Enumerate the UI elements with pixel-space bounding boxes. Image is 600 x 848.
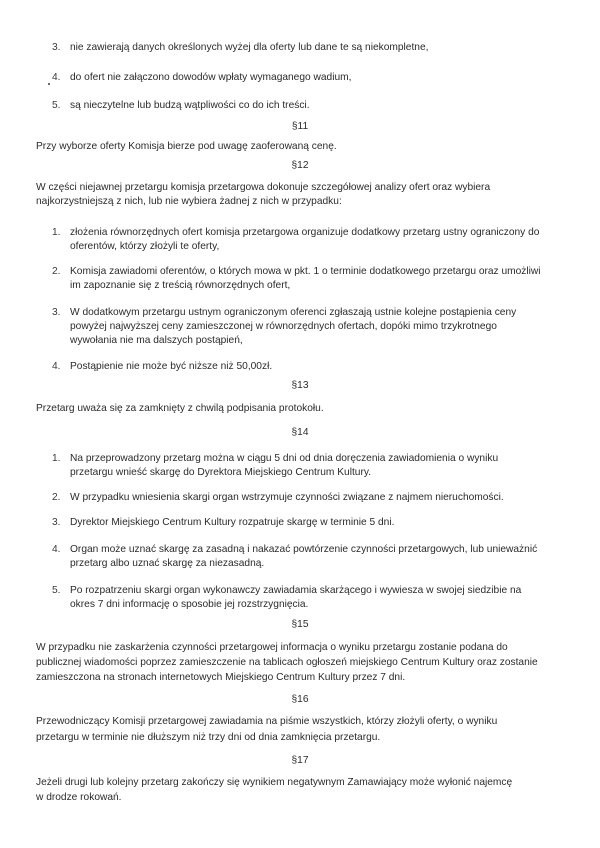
section-heading-15: §15	[291, 619, 309, 630]
section-heading-16: §16	[291, 694, 309, 705]
list-item-text: Na przeprowadzony przetarg można w ciągu 5 dni od dnia doręczenia zawiadomienia o wyniku	[70, 453, 499, 464]
list-number: 2.	[52, 266, 61, 277]
section-heading-13: §13	[291, 380, 309, 391]
list-item-text: powyżej najwyższej ceny zamieszczonej w równorzędnych ofertach, dopóki mimo trzykrotnego	[70, 321, 497, 332]
section-15-line: zamieszczona na stronach internetowych Miejskiego Centrum Kultury przez 7 dni.	[36, 672, 406, 683]
list-number: 4.	[52, 72, 61, 83]
list-item-text: W dodatkowym przetargu ustnym ograniczonym oferenci zgłaszają ustnie kolejne postąpienia ceny	[70, 307, 517, 318]
list-item-text: przetargu wnieść skargę do Dyrektora Miejskiego Centrum Kultury.	[70, 467, 372, 478]
list-item-text: Po rozpatrzeniu skargi organ wykonawczy zawiadamia skarżącego i wywiesza w swojej siedzibie na	[70, 585, 522, 596]
section-15-line: publicznej wiadomości poprzez zamieszczenie na tablicach ogłoszeń miejskiego Centrum Kultury oraz zostanie	[36, 657, 538, 668]
list-item-text: Organ może uznać skargę za zasadną i nakazać powtórzenie czynności przetargowych, lub unieważnić	[70, 544, 538, 555]
list-number: 4.	[52, 544, 61, 555]
scan-speck	[48, 83, 50, 85]
list-number: 4.	[52, 361, 61, 372]
section-17-line: Jeżeli drugi lub kolejny przetarg zakończy się wynikiem negatywnym Zamawiający może wyłonić najemcę	[36, 777, 513, 788]
list-number: 5.	[52, 585, 61, 596]
list-item-text: złożenia równorzędnych ofert komisja przetargowa organizuje dodatkowy przetarg ustny ograniczony do	[70, 227, 540, 238]
list-item-text: im zapoznanie się z treścią równorzędnych ofert,	[70, 280, 291, 291]
list-number: 3.	[52, 307, 61, 318]
list-number: 3.	[52, 517, 61, 528]
section-13-text: Przetarg uważa się za zamknięty z chwilą podpisania protokołu.	[36, 403, 324, 414]
list-number: 3.	[52, 42, 61, 53]
section-heading-17: §17	[291, 755, 309, 766]
section-heading-12: §12	[291, 160, 309, 171]
section-17-line: w drodze rokowań.	[36, 792, 122, 803]
list-item-text: wywołania nie ma dalszych postąpień,	[70, 335, 243, 346]
list-item-text: są nieczytelne lub budzą wątpliwości co do ich treści.	[70, 100, 310, 111]
list-number: 1.	[52, 453, 61, 464]
list-item-text: oferentów, którzy złożyli te oferty,	[70, 241, 220, 252]
list-item-text: nie zawierają danych określonych wyżej dla oferty lub dane te są niekompletne,	[70, 42, 429, 53]
list-number: 2.	[52, 492, 61, 503]
section-16-line: Przewodniczący Komisji przetargowej zawiadamia na piśmie wszystkich, którzy złożyli oferty, o wyniku	[36, 716, 498, 727]
list-number: 1.	[52, 227, 61, 238]
list-item-text: przetarg albo uznać skargę za niezasadną.	[70, 558, 265, 569]
list-item-text: okres 7 dni informację o sposobie jej rozstrzygnięcia.	[70, 599, 309, 610]
section-16-line: przetargu w terminie nie dłuższym niż trzy dni od dnia zamknięcia przetargu.	[36, 732, 381, 743]
list-item-text: Postąpienie nie może być niższe niż 50,00zł.	[70, 361, 273, 372]
list-number: 5.	[52, 100, 61, 111]
section-heading-14: §14	[291, 427, 309, 438]
section-12-intro-line: najkorzystniejszą z nich, lub nie wybiera żadnej z nich w przypadku:	[36, 196, 342, 207]
list-item-text: Komisja zawiadomi oferentów, o których mowa w pkt. 1 o terminie dodatkowego przetargu oraz umożliwi	[70, 266, 541, 277]
list-item-text: do ofert nie załączono dowodów wpłaty wymaganego wadium,	[70, 72, 352, 83]
section-12-intro-line: W części niejawnej przetargu komisja przetargowa dokonuje szczegółowej analizy ofert oraz wybiera	[36, 182, 491, 193]
list-item-text: Dyrektor Miejskiego Centrum Kultury rozpatruje skargę w terminie 5 dni.	[70, 517, 395, 528]
section-heading-11: §11	[291, 121, 309, 132]
section-11-text: Przy wyborze oferty Komisja bierze pod uwagę zaoferowaną cenę.	[36, 141, 337, 152]
list-item-text: W przypadku wniesienia skargi organ wstrzymuje czynności związane z najmem nieruchomości.	[70, 492, 504, 503]
section-15-line: W przypadku nie zaskarżenia czynności przetargowej informacja o wyniku przetargu zostanie podana do	[36, 642, 508, 653]
